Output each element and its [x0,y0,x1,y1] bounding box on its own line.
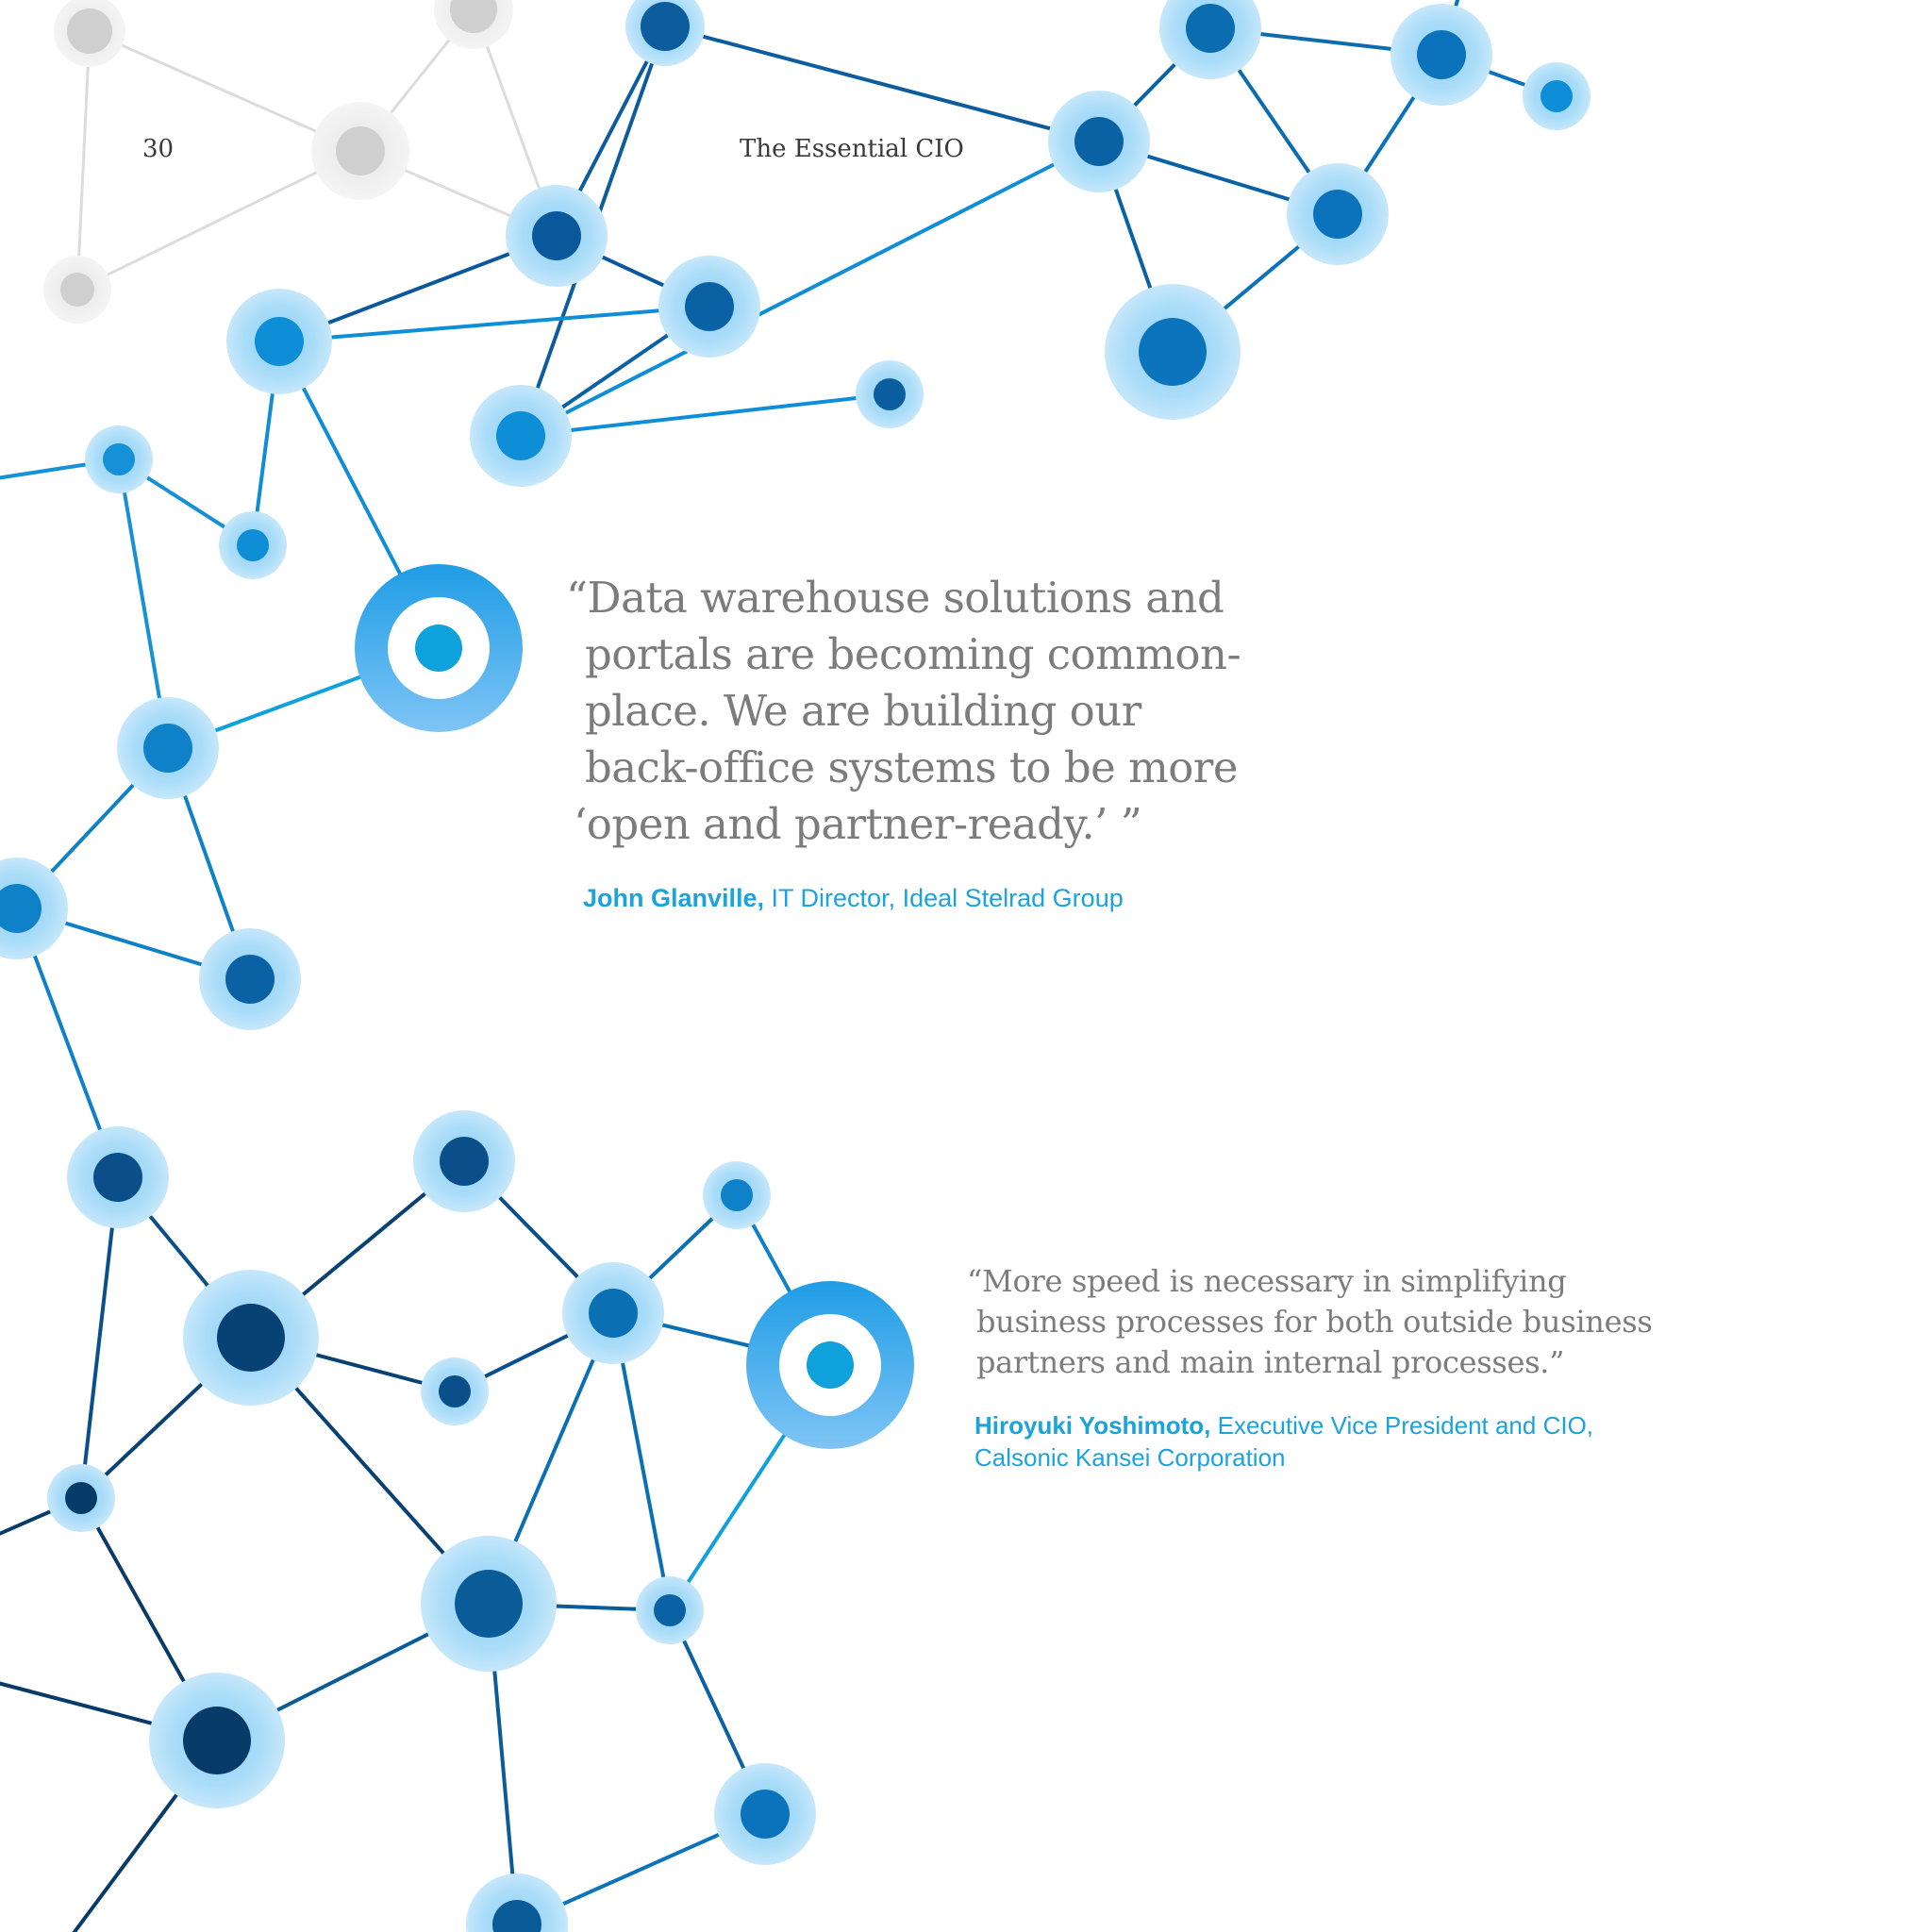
network-node [149,1673,285,1808]
network-node [658,256,760,358]
quote-line: place. We are building our [585,686,1141,736]
author-role: Executive Vice President and CIO, [1210,1411,1594,1440]
network-node [54,0,125,67]
network-node [0,858,68,959]
network-link [279,307,709,341]
quote-attribution [583,882,1124,914]
page-number: 30 [142,135,175,163]
quote-line: back-office systems to be more [585,742,1238,792]
network-node [219,511,287,579]
network-node [1287,163,1389,265]
network-node [421,1536,557,1672]
network-node [226,289,332,394]
quote-line: “More speed is necessary in simplifying [967,1263,1567,1299]
network-node [636,1576,704,1644]
author-name: Hiroyuki Yoshimoto, [974,1411,1211,1440]
network-node-target [746,1281,914,1449]
quote-line: portals are becoming common- [585,629,1241,679]
network-node [856,360,924,428]
pull-quote [566,570,1377,853]
network-node [67,1126,169,1228]
running-title: The Essential CIO [740,135,964,163]
network-link [77,31,90,290]
network-node [85,425,153,493]
pull-quote [967,1261,1740,1383]
network-node [117,697,219,799]
network-node [311,102,409,200]
author-name: John Glanville, [583,884,765,912]
quote-line: “Data warehouse solutions and [566,573,1224,623]
network-node [506,185,608,287]
quote-line: partners and main internal processes.” [976,1344,1565,1380]
network-link [521,394,890,436]
network-node [413,1110,515,1212]
network-node [703,1161,771,1229]
network-node [43,256,111,324]
network-node [47,1464,115,1532]
network-node-target [355,564,523,732]
network-node [714,1763,816,1865]
quote-line: ‘open and partner-ready.’ ” [574,799,1142,849]
author-role: IT Director, Ideal Stelrad Group [764,884,1124,912]
network-node [199,928,301,1030]
quote-line: business processes for both outside business [976,1304,1653,1340]
network-node [183,1270,319,1406]
network-node [1391,4,1492,106]
network-node [466,1874,568,1932]
network-node [562,1262,664,1364]
author-role: Calsonic Kansei Corporation [974,1443,1286,1472]
network-node [1159,0,1261,79]
network-node [1523,62,1591,130]
network-node [625,0,705,66]
network-node [470,385,572,487]
network-node [434,0,513,49]
network-node [1048,91,1150,192]
quote-attribution [974,1409,1593,1474]
network-link [665,26,1099,142]
network-node [1105,284,1241,420]
network-node [421,1357,489,1425]
